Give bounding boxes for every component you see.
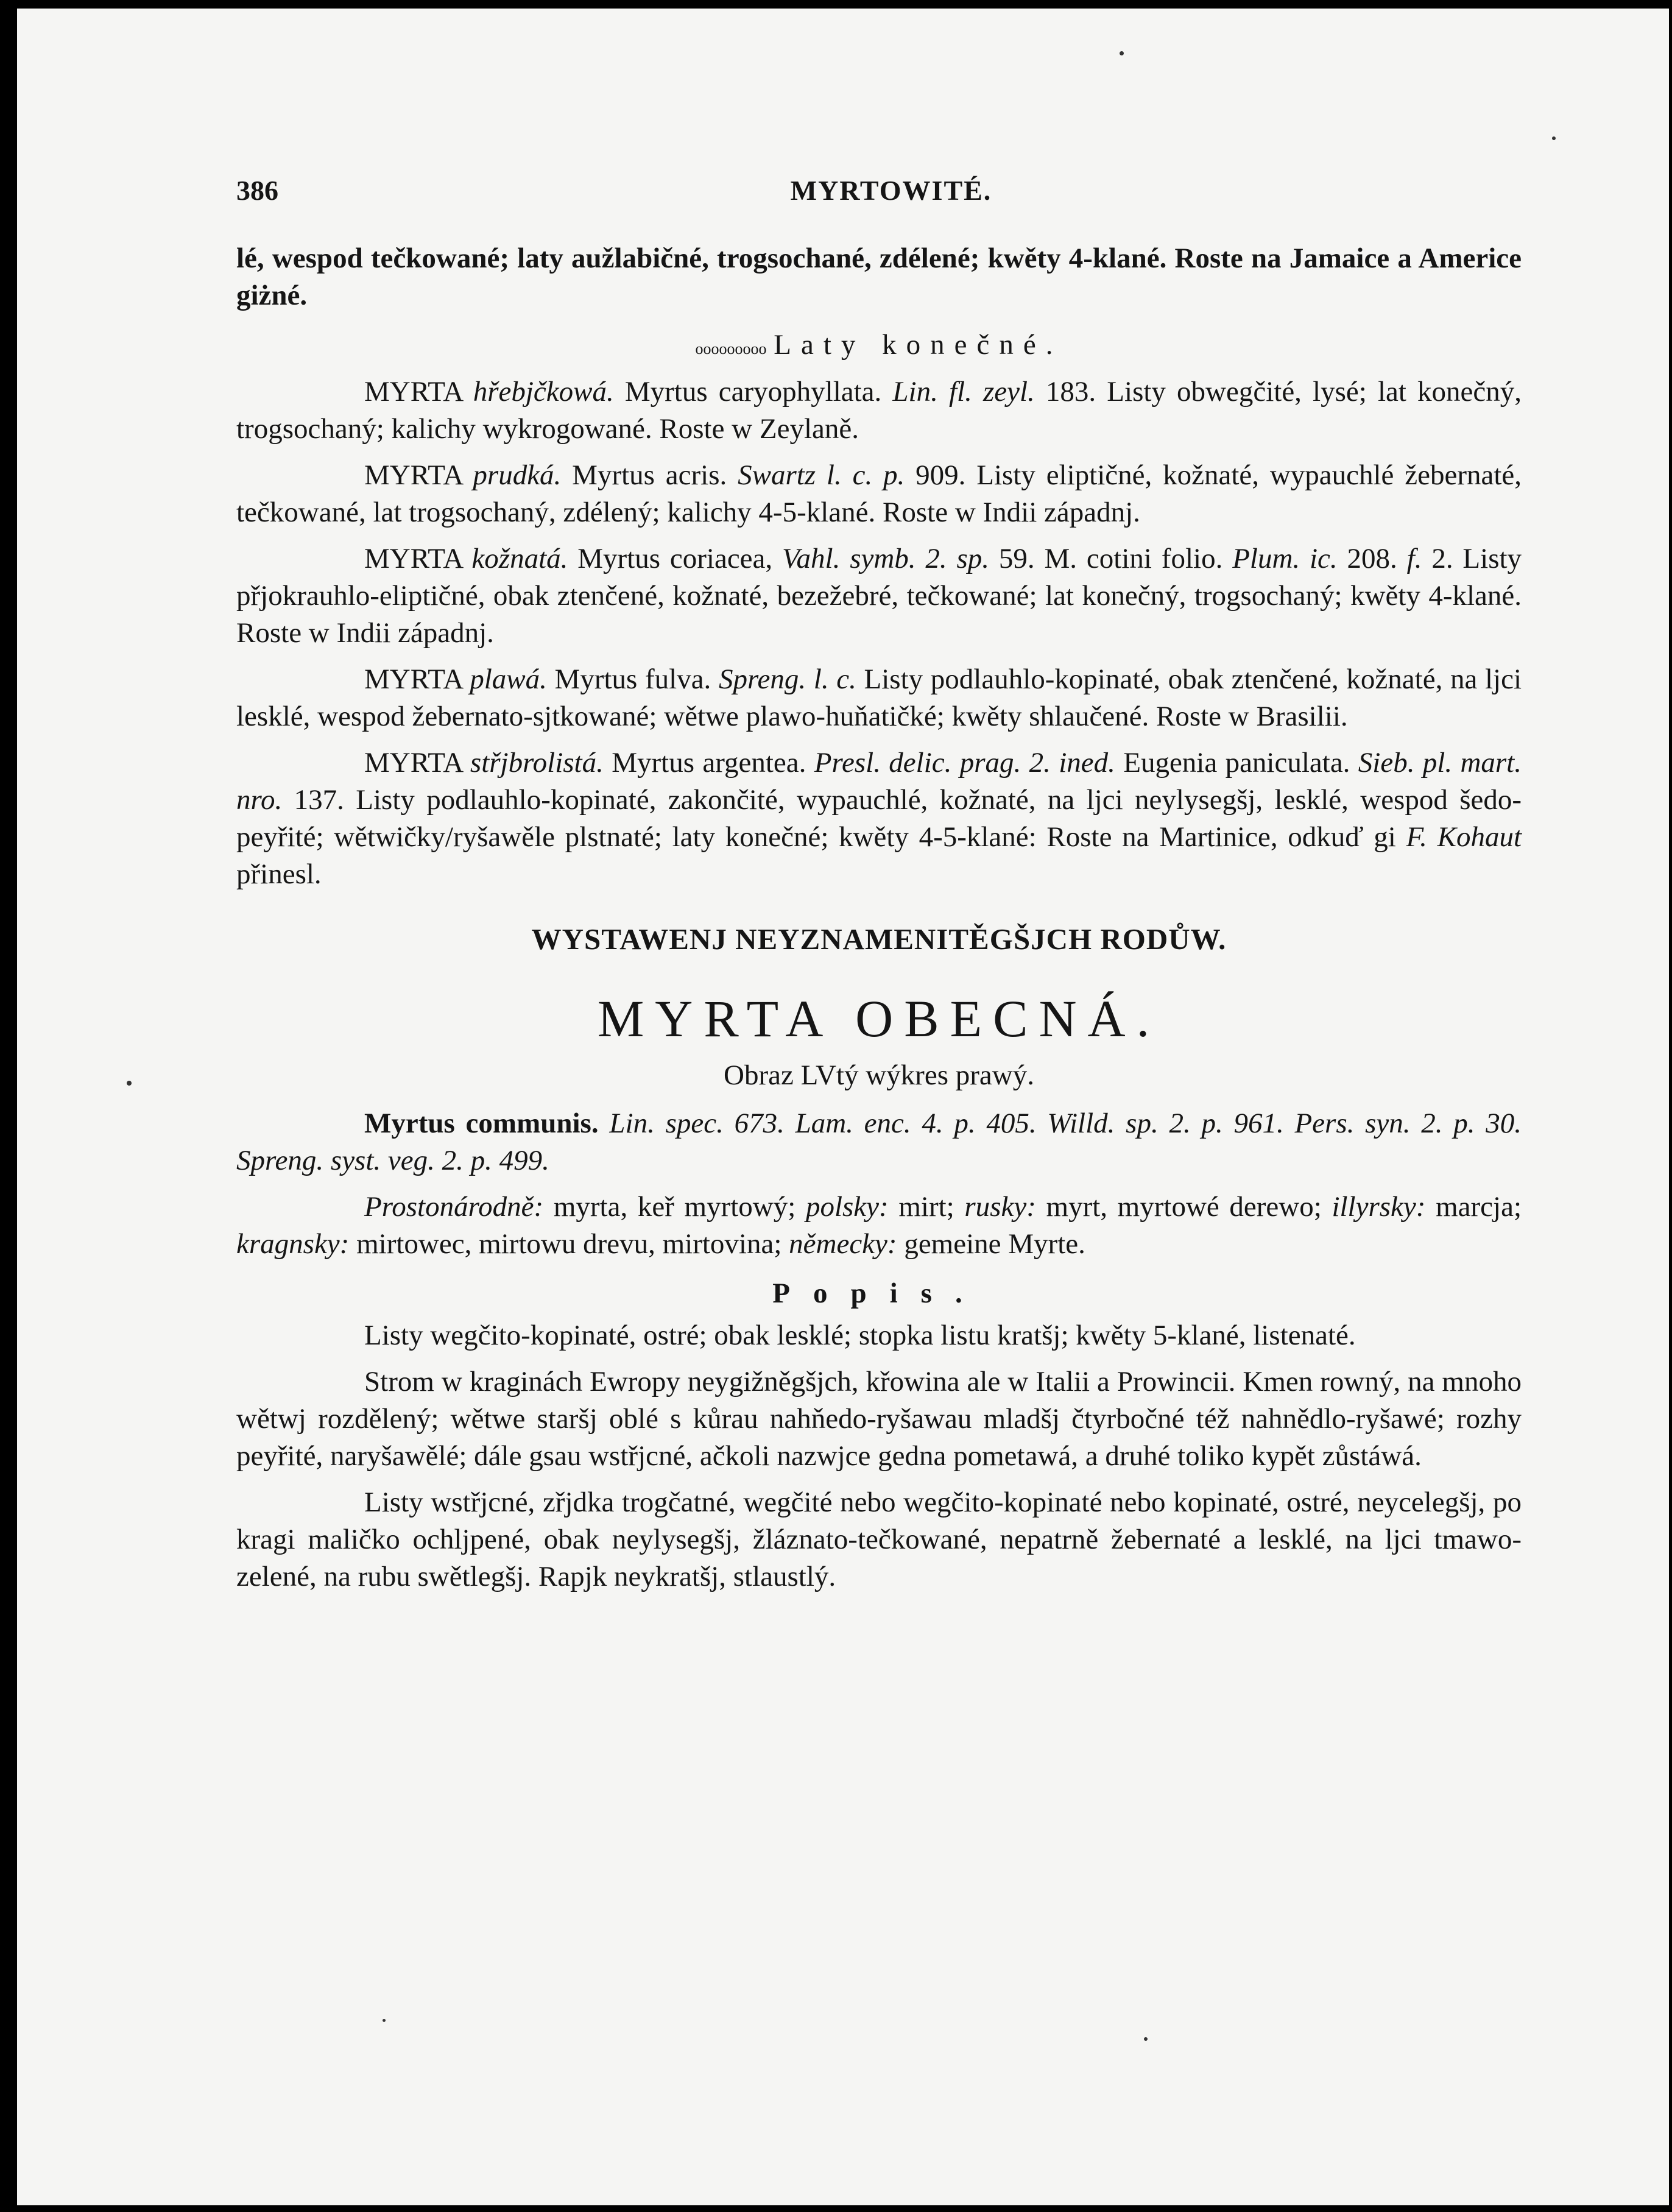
plate-reference: Obraz LVtý wýkres prawý.	[724, 1059, 1034, 1091]
paper-speck	[383, 2019, 386, 2022]
page-body	[236, 240, 1522, 1595]
species-entry: MYRTA kožnatá. Myrtus coriacea, Vahl. symb. 2. sp. 59. M. cotini folio. Plum. ic. 208. f. 2. Listy přjokrauhlo-eliptičné, obak ztenčené, kožnaté, bezežebré, tečkowané; lat konečný, trogsochaný; kwěty 4-klané. Roste w Indii západnj.	[236, 543, 1522, 649]
description-paragraph: Strom w kraginách Ewropy neygižněgšjch, křowina ale w Italii a Prowincii. Kmen rowný, na mnoho wětwj rozdělený; wětwe staršj oblé s kůrau nahňedo-ryšawau mladšj čtyrbočné též nahnědlo-ryšawé; rozhy peyřité, naryšawělé; dále gsau wstřjcné, ačkoli nazwjce gedna pometawá, a druhé toliko kypět zůstáwá.	[236, 1366, 1522, 1472]
running-head: MYRTOWITÉ.	[790, 175, 992, 206]
synonymy: Myrtus communis. Lin. spec. 673. Lam. enc. 4. p. 405. Willd. sp. 2. p. 961. Pers. syn. 2. p. 30. Spreng. syst. veg. 2. p. 499.	[236, 1108, 1522, 1176]
vernacular-names: Prostonárodně: myrta, keř myrtowý; polsky: mirt; rusky: myrt, myrtowé derewo; illyrsky: marcja; kragnsky: mirtowec, mirtowu drevu, mirtovina; německy: gemeine Myrte.	[236, 1191, 1522, 1260]
species-entry: MYRTA prudká. Myrtus acris. Swartz l. c. p. 909. Listy eliptičné, kožnaté, wypauchlé žebernaté, tečkowané, lat trogsochaný, zdélený; kalichy 4-5-klané. Roste w Indii západnj.	[236, 459, 1522, 528]
description-paragraph: Listy wegčito-kopinaté, ostré; obak lesklé; stopka listu kratšj; kwěty 5-klané, listenaté.	[364, 1320, 1356, 1351]
paper-speck	[1120, 51, 1124, 55]
main-title: MYRTA OBECNÁ.	[597, 989, 1161, 1048]
intro-paragraph: lé, wespod tečkowané; laty aužlabičné, trogsochané, zdélené; kwěty 4-klané. Roste na Jamaice a Americe giżné.	[236, 242, 1522, 311]
paper-speck	[1144, 2037, 1148, 2041]
species-entry: MYRTA hřebjčkowá. Myrtus caryophyllata. Lin. fl. zeyl. 183. Listy obwegčité, lysé; lat konečný, trogsochaný; kalichy wykrogowané. Roste w Zeylaně.	[236, 376, 1522, 445]
species-entry: MYRTA střjbrolistá. Myrtus argentea. Presl. delic. prag. 2. ined. Eugenia paniculata. Sieb. pl. mart. nro. 137. Listy podlauhlo-kopinaté, zakončité, wypauchlé, kožnaté, na ljci neylysegšj, lesklé, wespod šedo-peyřité; wětwičky/ryšawěle plstnaté; laty konečné; kwěty 4-5-klané: Roste na Martinice, odkuď gi F. Kohaut přinesl.	[236, 747, 1522, 890]
paper-speck	[1552, 136, 1556, 140]
page-number: 386	[236, 175, 278, 206]
description-paragraph: Listy wstřjcné, zřjdka trogčatné, wegčité nebo wegčito-kopinaté nebo kopinaté, ostré, neycelegšj, po kragi maličko ochljpené, obak neylysegšj, žláznato-tečkowané, nepatrně žebernaté a lesklé, na ljci tmawo-zelené, na rubu swětlegšj. Rapjk neykratšj, stlaustlý.	[236, 1486, 1522, 1592]
section-heading: WYSTAWENJ NEYZNAMENITĚGŠJCH RODŮW.	[531, 922, 1227, 956]
paper-speck	[127, 1081, 132, 1086]
species-entry: MYRTA plawá. Myrtus fulva. Spreng. l. c. Listy podlauhlo-kopinaté, obak ztenčené, kožnaté, na ljci lesklé, wespod žebernato-sjtkowané; wětwe plawo-huňatičké; kwěty shlaučené. Roste w Brasilii.	[236, 663, 1522, 732]
popis-heading: Popis.	[772, 1277, 986, 1309]
laty-heading: ooooooooo Laty konečné.	[695, 329, 1063, 361]
page-scan	[17, 9, 1669, 2205]
